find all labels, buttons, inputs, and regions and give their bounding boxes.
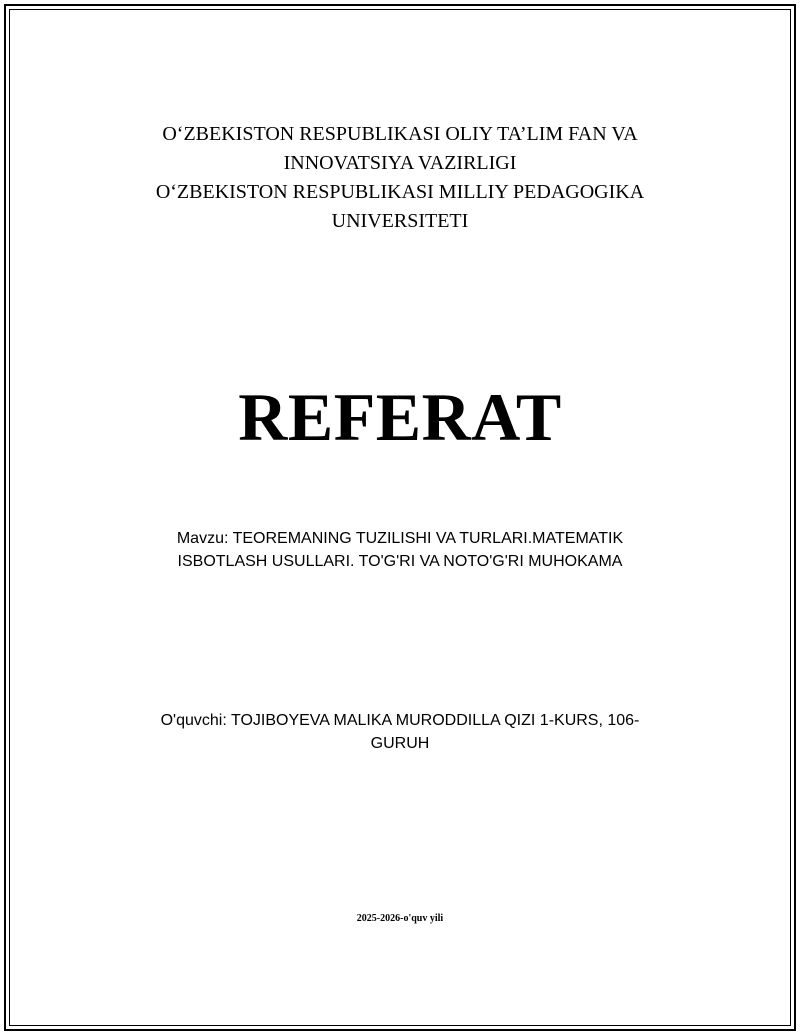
institution-header xyxy=(60,120,740,236)
document-title: REFERAT xyxy=(238,379,562,455)
topic-line-2: ISBOTLASH USULLARI. TO'G'RI VA NOTO'G'RI MUHOKAMA xyxy=(177,553,623,570)
topic-line-1: Mavzu: TEOREMANING TUZILISHI VA TURLARI.MATEMATIK xyxy=(176,530,624,547)
header-line-university-1: O‘ZBEKISTON RESPUBLIKASI MILLIY PEDAGOGIKA xyxy=(155,181,645,203)
header-line-ministry-1: O‘ZBEKISTON RESPUBLIKASI OLIY TA’LIM FAN VA xyxy=(162,123,638,145)
student-line-2: GURUH xyxy=(370,735,430,752)
topic-block xyxy=(60,527,740,573)
header-line-ministry-2: INNOVATSIYA VAZIRLIGI xyxy=(283,152,517,174)
student-line-1: O'quvchi: TOJIBOYEVA MALIKA MURODDILLA QIZI 1-KURS, 106- xyxy=(160,712,640,729)
student-block xyxy=(60,709,740,755)
academic-year: 2025-2026-o'quv yili xyxy=(356,913,444,924)
header-line-university-2: UNIVERSITETI xyxy=(331,210,469,232)
